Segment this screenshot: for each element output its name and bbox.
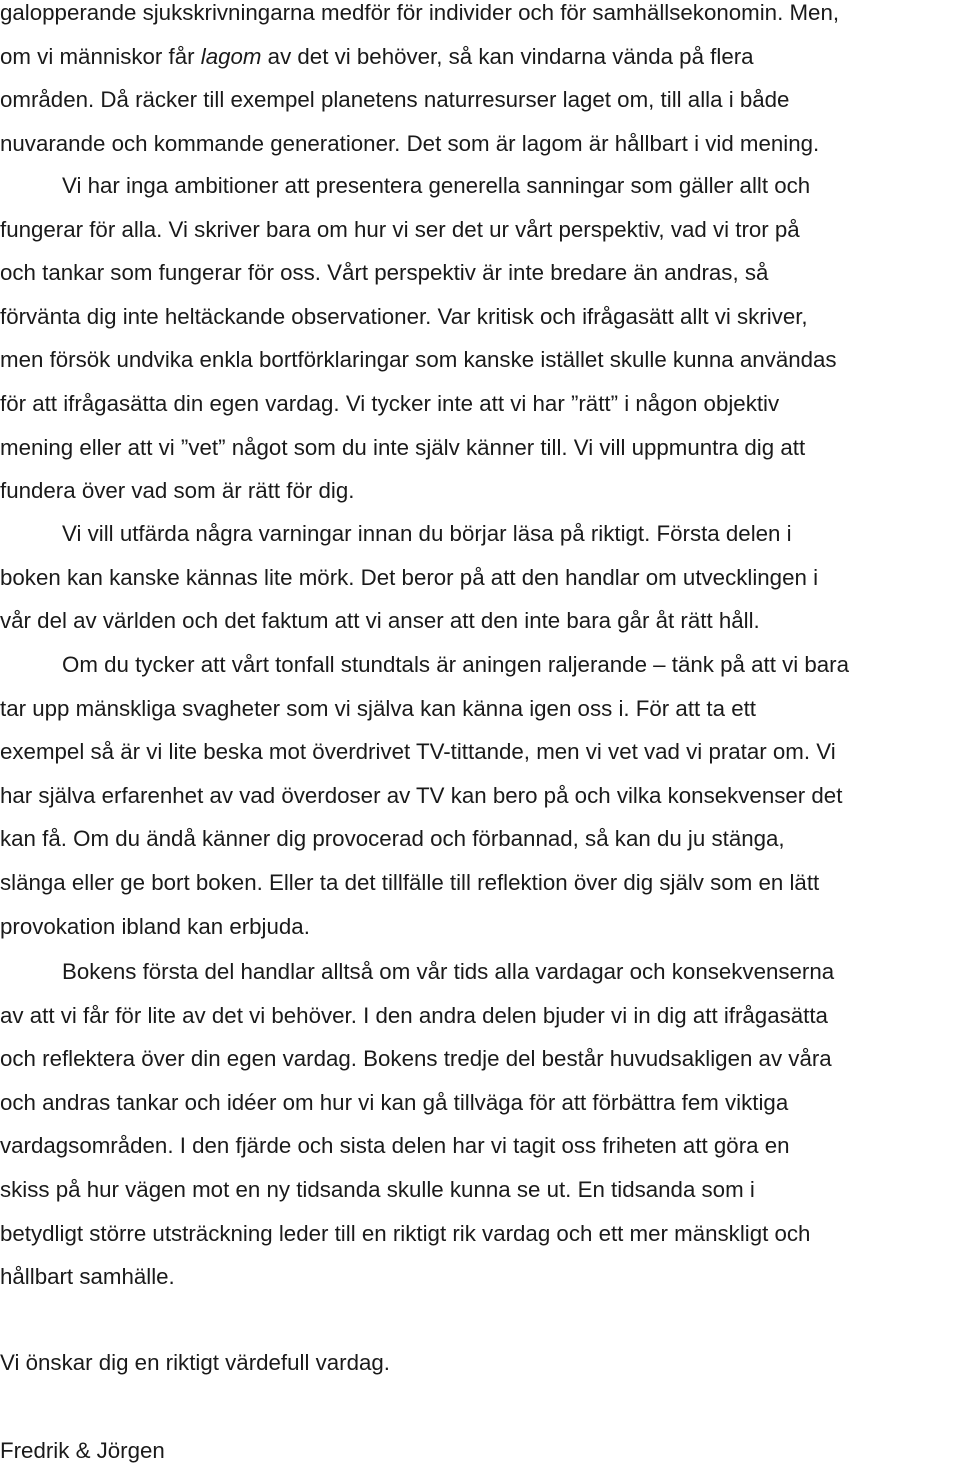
text-line: fundera över vad som är rätt för dig.	[0, 478, 355, 504]
text-line: och reflektera över din egen vardag. Bokens tredje del består huvudsakligen av våra	[0, 1046, 832, 1072]
text-line: kan få. Om du ändå känner dig provocerad och förbannad, så kan du ju stänga,	[0, 826, 785, 852]
text-line: förvänta dig inte heltäckande observationer. Var kritisk och ifrågasätt allt vi skriver,	[0, 303, 808, 329]
text-line: provokation ibland kan erbjuda.	[0, 913, 310, 939]
text-line: boken kan kanske kännas lite mörk. Det beror på att den handlar om utvecklingen i	[0, 564, 819, 590]
text-line: Vi har inga ambitioner att presentera generella sanningar som gäller allt och	[62, 173, 811, 198]
text-line: vår del av världen och det faktum att vi anser att den inte bara går åt rätt håll.	[0, 608, 760, 634]
text-line: galopperande sjukskrivningarna medför för individer och för samhällsekonomin. Men,	[0, 0, 840, 25]
text-line: om vi människor får lagom av det vi behöver, så kan vindarna vända på flera	[0, 43, 754, 69]
text-line: områden. Då räcker till exempel planetens naturresurser laget om, till alla i både	[0, 87, 790, 113]
text-line: har själva erfarenhet av vad överdoser av TV kan bero på och vilka konsekvenser det	[0, 782, 843, 808]
text-line: betydligt större utsträckning leder till en riktigt rik vardag och ett mer mänskligt och	[0, 1220, 811, 1246]
text-line: vardagsområden. I den fjärde och sista delen har vi tagit oss friheten att göra en	[0, 1133, 790, 1159]
text-line: Vi vill utfärda några varningar innan du börjar läsa på riktigt. Första delen i	[62, 521, 792, 546]
paragraph-lagom-intro	[0, 0, 960, 165]
paragraph-tone	[0, 643, 960, 948]
text-line: och tankar som fungerar för oss. Vårt perspektiv är inte bredare än andras, så	[0, 260, 769, 286]
closing-line: Vi önskar dig en riktigt värdefull vardag.	[0, 1350, 390, 1375]
text-line: och andras tankar och idéer om hur vi kan gå tillväga för att förbättra fem viktiga	[0, 1089, 789, 1115]
text-line: exempel så är vi lite beska mot överdrivet TV-tittande, men vi vet vad vi pratar om. Vi	[0, 739, 836, 765]
text-line: fungerar för alla. Vi skriver bara om hur vi ser det ur vårt perspektiv, vad vi tror på	[0, 216, 800, 242]
text-line: Bokens första del handlar alltså om vår tids alla vardagar och konsekvenserna	[62, 959, 835, 984]
text-line: men försök undvika enkla bortförklaringar som kanske istället skulle kunna användas	[0, 347, 837, 373]
text-line: mening eller att vi ”vet” något som du inte själv känner till. Vi vill uppmuntra dig att	[0, 434, 806, 460]
paragraph-book-outline	[0, 950, 960, 1299]
paragraph-warnings	[0, 512, 960, 643]
signature: Fredrik & Jörgen	[0, 1438, 165, 1463]
emphasis: lagom	[200, 43, 262, 69]
text-line: hållbart samhälle.	[0, 1264, 175, 1290]
text-line: Om du tycker att vårt tonfall stundtals är aningen raljerande – tänk på att vi bara	[62, 652, 850, 677]
text-line: tar upp mänskliga svagheter som vi själva kan känna igen oss i. För att ta ett	[0, 695, 756, 721]
text-line: för att ifrågasätta din egen vardag. Vi tycker inte att vi har ”rätt” i någon objektiv	[0, 390, 780, 416]
text-line: av att vi får för lite av det vi behöver. I den andra delen bjuder vi in dig att ifrågasätta	[0, 1002, 828, 1028]
text-line: nuvarande och kommande generationer. Det som är lagom är hållbart i vid mening.	[0, 130, 820, 156]
text-line: slänga eller ge bort boken. Eller ta det tillfälle till reflektion över dig själv som en lätt	[0, 869, 820, 895]
text-line: skiss på hur vägen mot en ny tidsanda skulle kunna se ut. En tidsanda som i	[0, 1176, 755, 1202]
paragraph-ambitions	[0, 164, 960, 513]
